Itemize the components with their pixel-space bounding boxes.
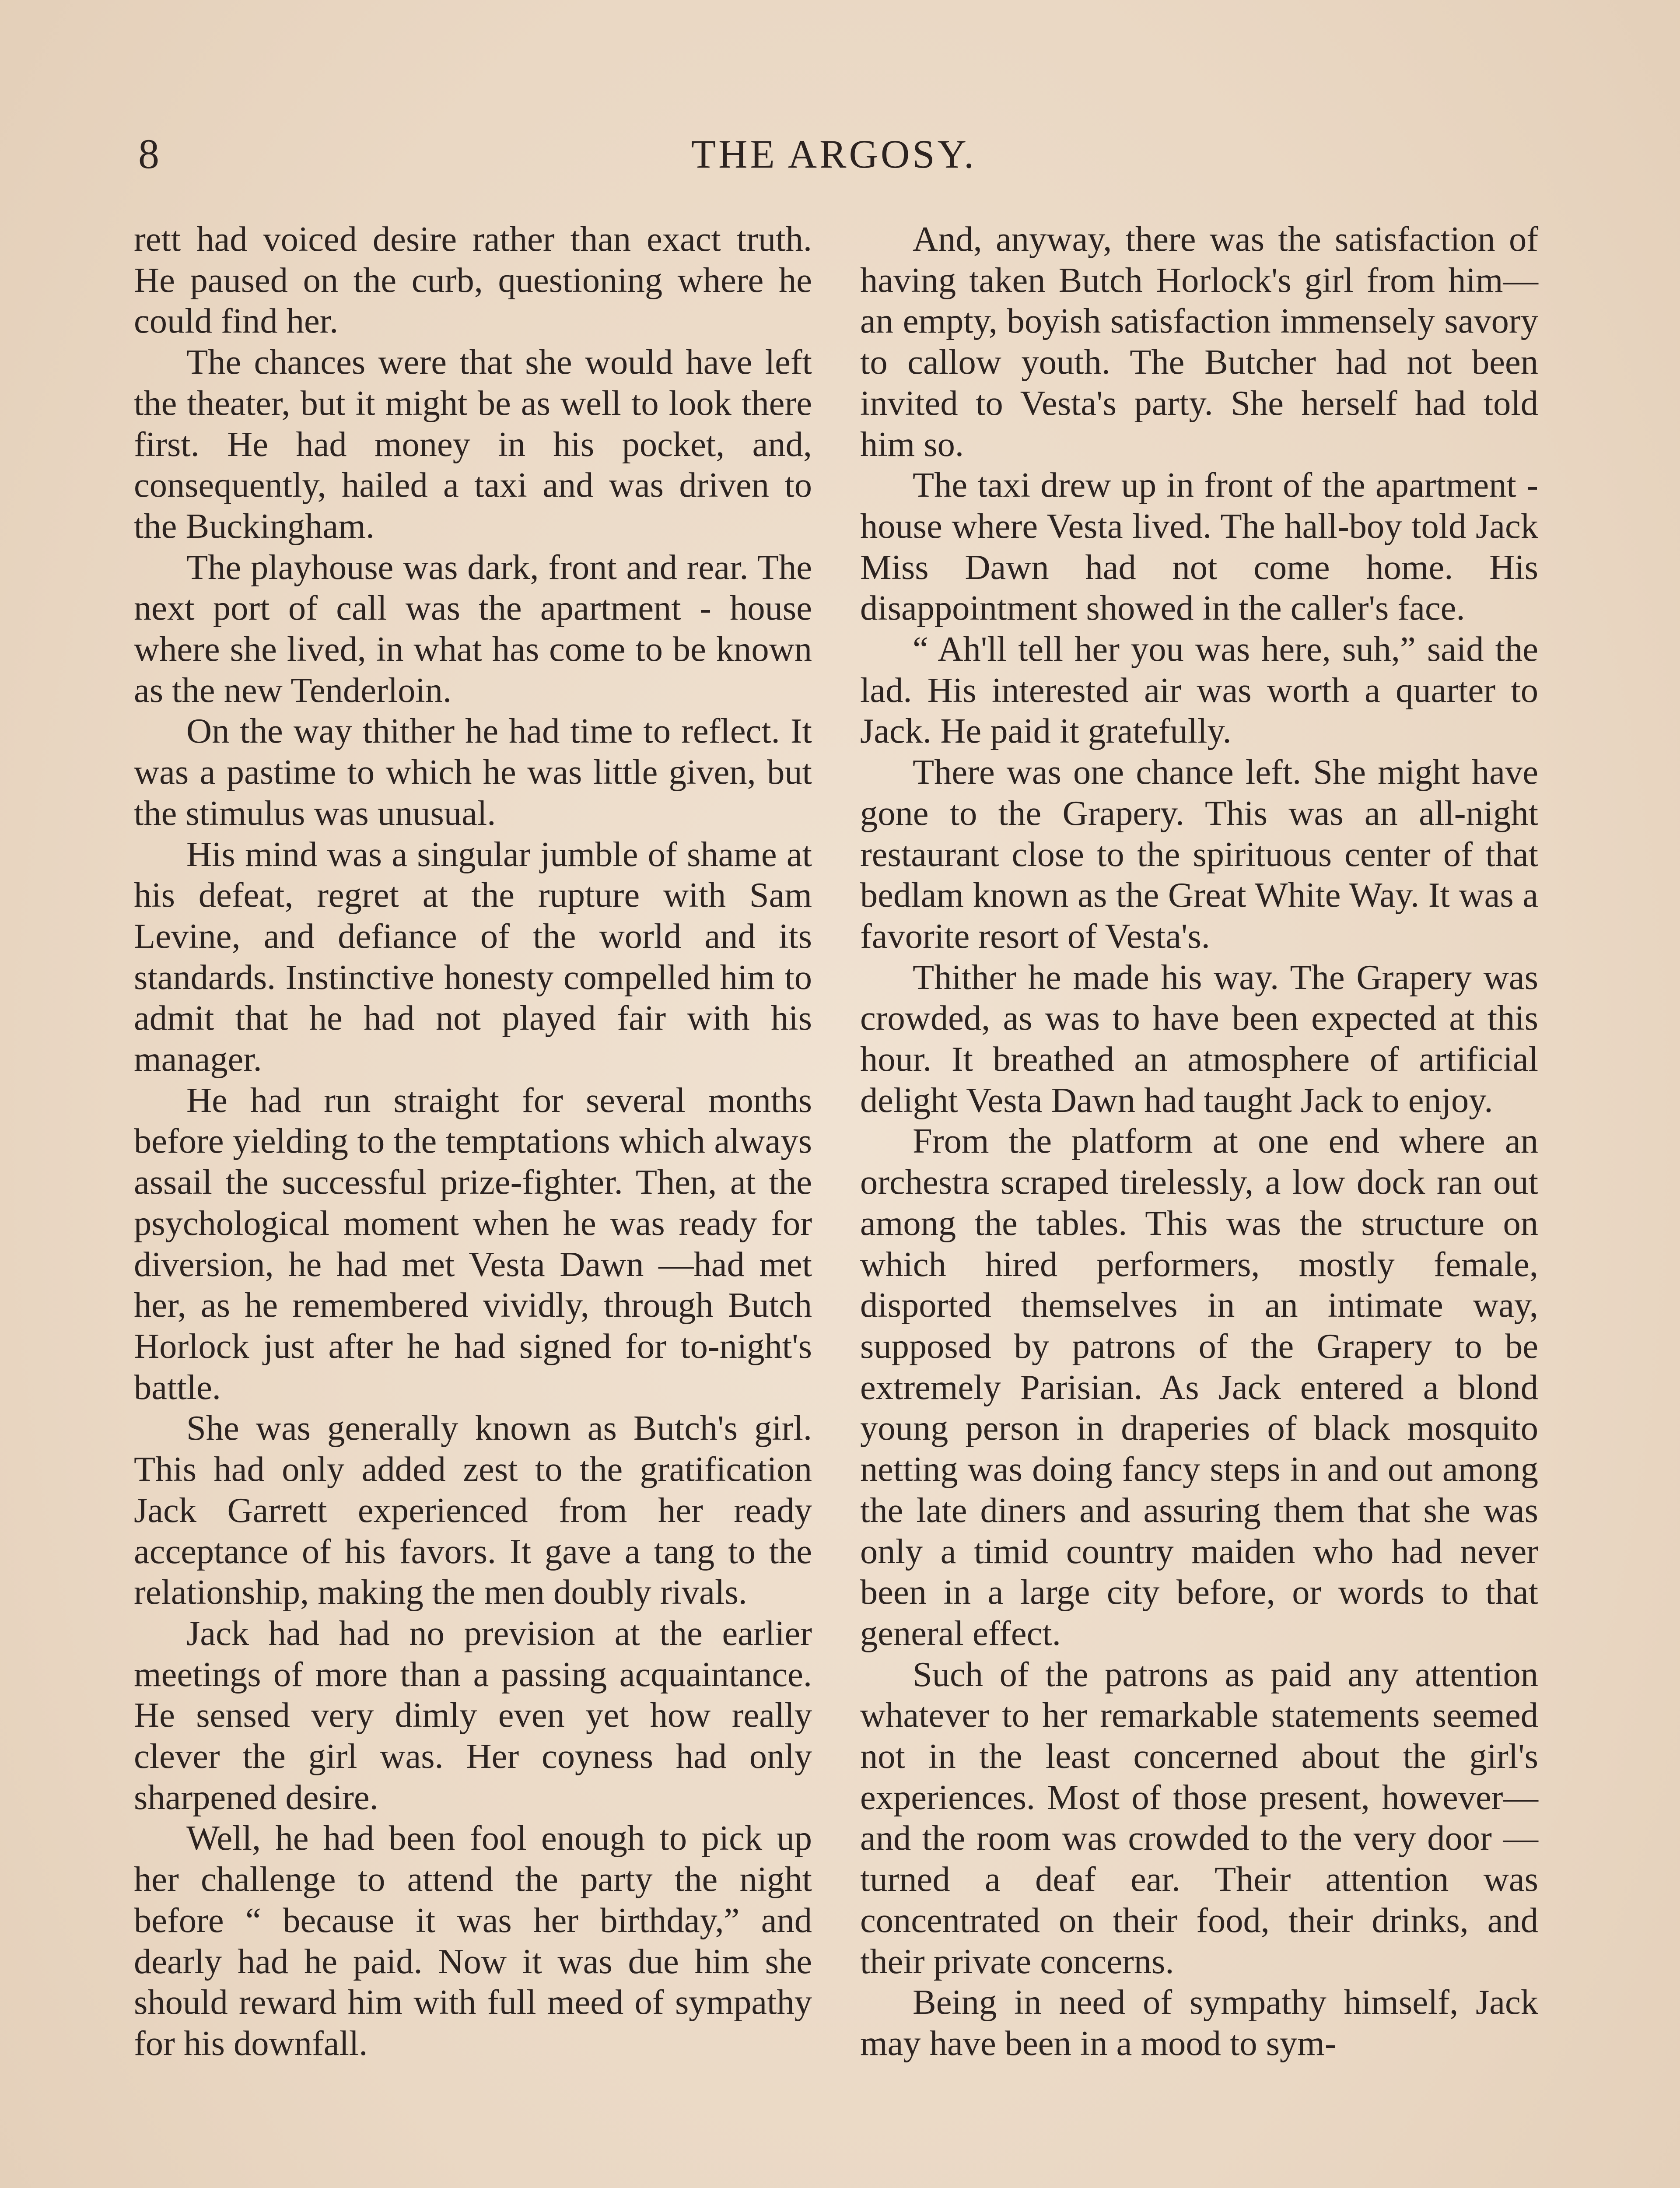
paragraph: The taxi drew up in front of the apartment - house where Vesta lived. The hall-boy told Jack Miss Dawn had not come home. His disappointment showed in the caller's face. <box>860 466 1538 628</box>
right-column <box>860 219 1538 2064</box>
paragraph: Such of the patrons as paid any attention whatever to her remarkable statements seemed not in the least concerned about the girl's experiences. Most of those present, however—and the room was crowded to the very door —turned a deaf ear. Their attention was concentrated on their food, their drinks, and their private concerns. <box>860 1655 1538 1981</box>
paragraph: And, anyway, there was the satisfaction of having taken Butch Horlock's girl from him—an empty, boyish satisfaction immensely savory to callow youth. The Butcher had not been invited to Vesta's party. She herself had told him so. <box>860 220 1538 464</box>
paragraph: On the way thither he had time to reflect. It was a pastime to which he was little given, but the stimulus was unusual. <box>134 712 812 833</box>
paragraph: His mind was a singular jumble of shame at his defeat, regret at the rupture with Sam Levine, and defiance of the world and its standards. Instinctive honesty compelled him to admit that he had not played fair with his manager. <box>134 835 812 1079</box>
paragraph: From the platform at one end where an orchestra scraped tirelessly, a low dock ran out among the tables. This was the structure on which hired performers, mostly female, disported themselves in an intimate way, supposed by patrons of the Grapery to be extremely Parisian. As Jack entered a blond young person in draperies of black mosquito netting was doing fancy steps in and out among the late diners and assuring them that she was only a timid country maiden who had never been in a large city before, or words to that general effect. <box>860 1122 1538 1653</box>
paragraph: The chances were that she would have left the theater, but it might be as well to look there first. He had money in his pocket, and, consequently, hailed a taxi and was driven to the Buckingham. <box>134 343 812 546</box>
paragraph: There was one chance left. She might have gone to the Grapery. This was an all-night restaurant close to the spirituous center of that bedlam known as the Great White Way. It was a favorite resort of Vesta's. <box>860 753 1538 956</box>
paragraph: The playhouse was dark, front and rear. The next port of call was the apartment - house where she lived, in what has come to be known as the new Tenderloin. <box>134 547 812 710</box>
paragraph: He had run straight for several months before yielding to the temptations which always assail the successful prize-fighter. Then, at the psychological moment when he was ready for diversion, he had met Vesta Dawn —had met her, as he remembered vividly, through Butch Horlock just after he had signed for to-night's battle. <box>134 1080 812 1407</box>
paragraph: Being in need of sympathy himself, Jack may have been in a mood to sym- <box>860 1983 1538 2063</box>
page-number: 8 <box>138 130 160 177</box>
paragraph: Thither he made his way. The Grapery was crowded, as was to have been expected at this hour. It breathed an atmosphere of artificial delight Vesta Dawn had taught Jack to enjoy. <box>860 957 1538 1120</box>
left-column <box>134 219 812 2064</box>
paragraph: She was generally known as Butch's girl. This had only added zest to the gratification Jack Garrett experienced from her ready acceptance of his favors. It gave a tang to the relationship, making the men doubly rivals. <box>134 1409 812 1612</box>
running-title: THE ARGOSY. <box>691 132 977 176</box>
paragraph: Well, he had been fool enough to pick up her challenge to attend the party the night before “ because it was her birthday,” and dearly had he paid. Now it was due him she should reward him with full meed of sympathy for his downfall. <box>134 1819 812 2063</box>
paragraph: “ Ah'll tell her you was here, suh,” said the lad. His interested air was worth a quarter to Jack. He paid it gratefully. <box>860 630 1538 751</box>
page-header <box>138 128 1530 185</box>
paragraph: rett had voiced desire rather than exact truth. He paused on the curb, questioning where he could find her. <box>134 220 812 341</box>
paragraph: Jack had had no prevision at the earlier meetings of more than a passing acquaintance. He sensed very dimly even yet how really clever the girl was. Her coyness had only sharpened desire. <box>134 1613 812 1817</box>
